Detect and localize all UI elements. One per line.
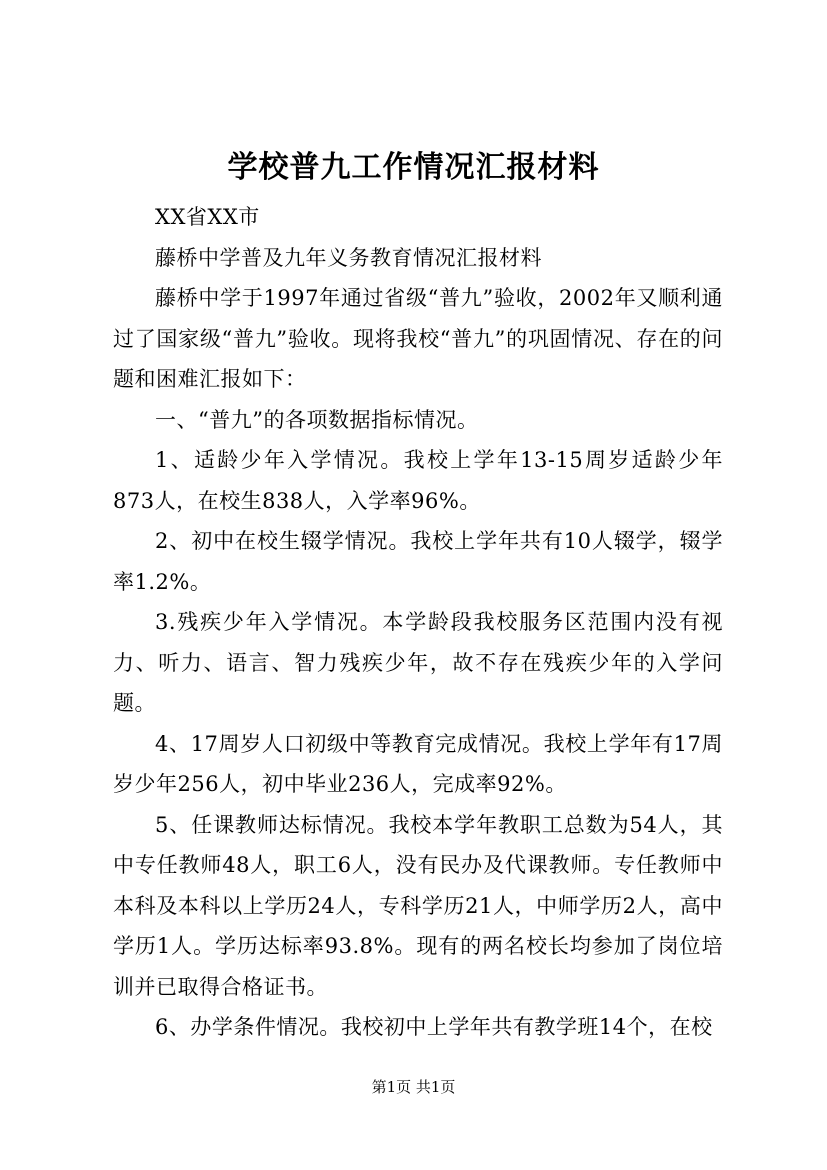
page-footer: 第1页 共1页 — [371, 1078, 456, 1096]
paragraph-item-1: 1、适龄少年入学情况。我校上学年13-15周岁适龄少年873人，在校生838人，入学率96%。 — [113, 448, 723, 513]
paragraph-subtitle: 藤桥中学普及九年义务教育情况汇报材料 — [155, 245, 542, 270]
paragraph-item-4: 4、17周岁人口初级中等教育完成情况。我校上学年有17周岁少年256人，初中毕业236人，完成率92%。 — [113, 731, 723, 796]
document-body — [113, 197, 723, 1048]
paragraph-section-heading: 一、“普九”的各项数据指标情况。 — [155, 407, 479, 432]
paragraph-location: XX省XX市 — [155, 205, 260, 229]
paragraph-item-3: 3.残疾少年入学情况。本学龄段我校服务区范围内没有视力、听力、语言、智力残疾少年，故不存在残疾少年的入学问题。 — [113, 610, 723, 715]
paragraph-intro: 藤桥中学于1997年通过省级“普九”验收，2002年又顺利通过了国家级“普九”验收。现将我校“普九”的巩固情况、存在的问题和困难汇报如下： — [113, 286, 723, 391]
paragraph-item-5: 5、任课教师达标情况。我校本学年教职工总数为54人，其中专任教师48人，职工6人，没有民办及代课教师。专任教师中本科及本科以上学历24人，专科学历21人，中师学历2人，高中学历1人。学历达标率93.8%。现有的两名校长均参加了岗位培训并已取得合格证书。 — [113, 812, 723, 999]
paragraph-item-2: 2、初中在校生辍学情况。我校上学年共有10人辍学，辍学率1.2%。 — [113, 529, 723, 594]
paragraph-item-6: 6、办学条件情况。我校初中上学年共有教学班14个，在校 — [155, 1015, 713, 1039]
document-title: 学校普九工作情况汇报材料 — [227, 150, 600, 185]
